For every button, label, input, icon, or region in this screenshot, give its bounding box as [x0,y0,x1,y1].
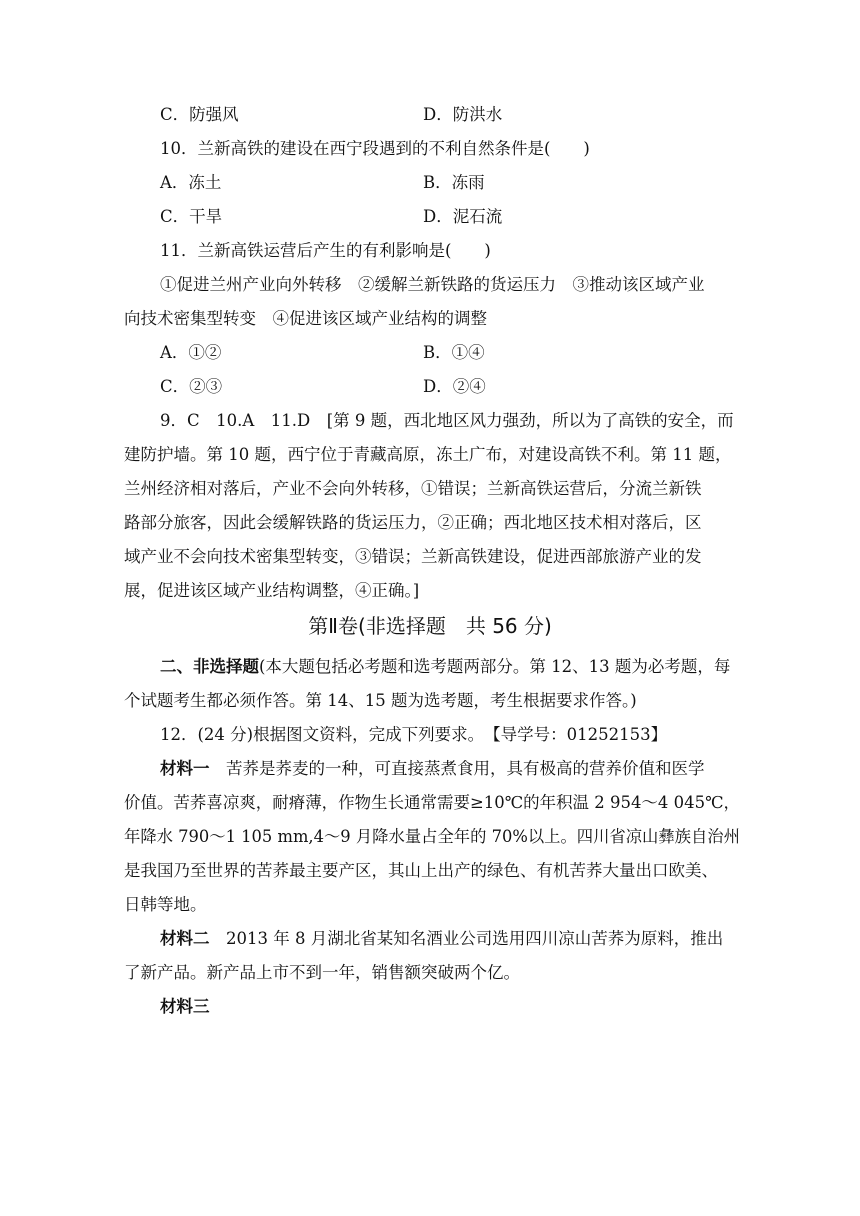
material3-line [160,996,210,1018]
q9-option-c: C．防强风 [160,105,239,124]
material1-label: 材料一 [160,759,210,778]
answer-line: 9．C 10.A 11.D [第 9 题，西北地区风力强劲，所以为了高铁的安全，而 [160,411,734,430]
material2-text: 2013 年 8 月湖北省某知名酒业公司选用四川凉山苦荞为原料，推出 [209,929,724,948]
material2-label: 材料二 [160,929,210,948]
q12-stem: 12．(24 分)根据图文资料，完成下列要求。 【导学号：01252153】 [160,725,668,744]
q9-options-cd [160,104,760,126]
q11-option-b: B．①④ [423,343,485,362]
material3-label: 材料三 [160,997,210,1016]
q10-option-c: C．干旱 [160,207,223,226]
q11-statements-line2: 向技术密集型转变 ④促进该区域产业结构的调整 [124,309,487,328]
q11-options-ab [160,342,760,364]
part2-label: 二、非选择题 [160,657,259,676]
material1-line: 年降水 790～1 105 mm,4～9 月降水量占全年的 70%以上。四川省凉山彝族自治州 [124,827,740,846]
answer-line: 展，促进该区域产业结构调整，④正确。] [124,581,420,600]
q11-option-d: D．②④ [423,377,486,396]
q10-option-b: B．冻雨 [423,173,485,192]
part2-intro-line2: 个试题考生都必须作答。第 14、15 题为选考题，考生根据要求作答。) [124,691,637,710]
q10-option-a: A．冻土 [160,173,222,192]
answer-line: 路部分旅客，因此会缓解铁路的货运压力，②正确；西北地区技术相对落后，区 [124,513,702,532]
part2-intro-line1 [160,656,730,678]
material1-line1 [160,758,705,780]
q10-options-cd [160,206,760,228]
q11-option-a: A．①② [160,343,222,362]
q10-stem: 10．兰新高铁的建设在西宁段遇到的不利自然条件是( ) [160,139,590,158]
q10-option-d: D．泥石流 [423,207,503,226]
material1-text: 苦荞是荞麦的一种，可直接蒸煮食用，具有极高的营养价值和医学 [209,759,705,778]
section-title: 第Ⅱ卷(非选择题 共 56 分) [308,614,552,638]
q11-statements-line1: ①促进兰州产业向外转移 ②缓解兰新铁路的货运压力 ③推动该区域产业 [160,275,705,294]
material1-line: 是我国乃至世界的苦荞最主要产区，其山上出产的绿色、有机苦荞大量出口欧美、 [124,861,718,880]
part2-intro-rest: (本大题包括必考题和选考题两部分。第 12、13 题为必考题，每 [259,657,731,676]
q10-options-ab [160,172,760,194]
answer-line: 域产业不会向技术密集型转变，③错误；兰新高铁建设，促进西部旅游产业的发 [124,547,702,566]
q11-option-c: C．②③ [160,377,223,396]
answer-line: 兰州经济相对落后，产业不会向外转移，①错误；兰新高铁运营后，分流兰新铁 [124,479,702,498]
answer-line: 建防护墙。第 10 题，西宁位于青藏高原，冻土广布，对建设高铁不利。第 11 题， [124,445,732,464]
q11-options-cd [160,376,760,398]
material2-line1 [160,928,723,950]
material2-line: 了新产品。新产品上市不到一年，销售额突破两个亿。 [124,963,520,982]
material1-line: 日韩等地。 [124,895,207,914]
q9-option-d: D．防洪水 [423,105,503,124]
q11-stem: 11．兰新高铁运营后产生的有利影响是( ) [160,241,491,260]
material1-line: 价值。苦荞喜凉爽，耐瘠薄，作物生长通常需要≥10℃的年积温 2 954～4 045℃， [124,793,740,812]
